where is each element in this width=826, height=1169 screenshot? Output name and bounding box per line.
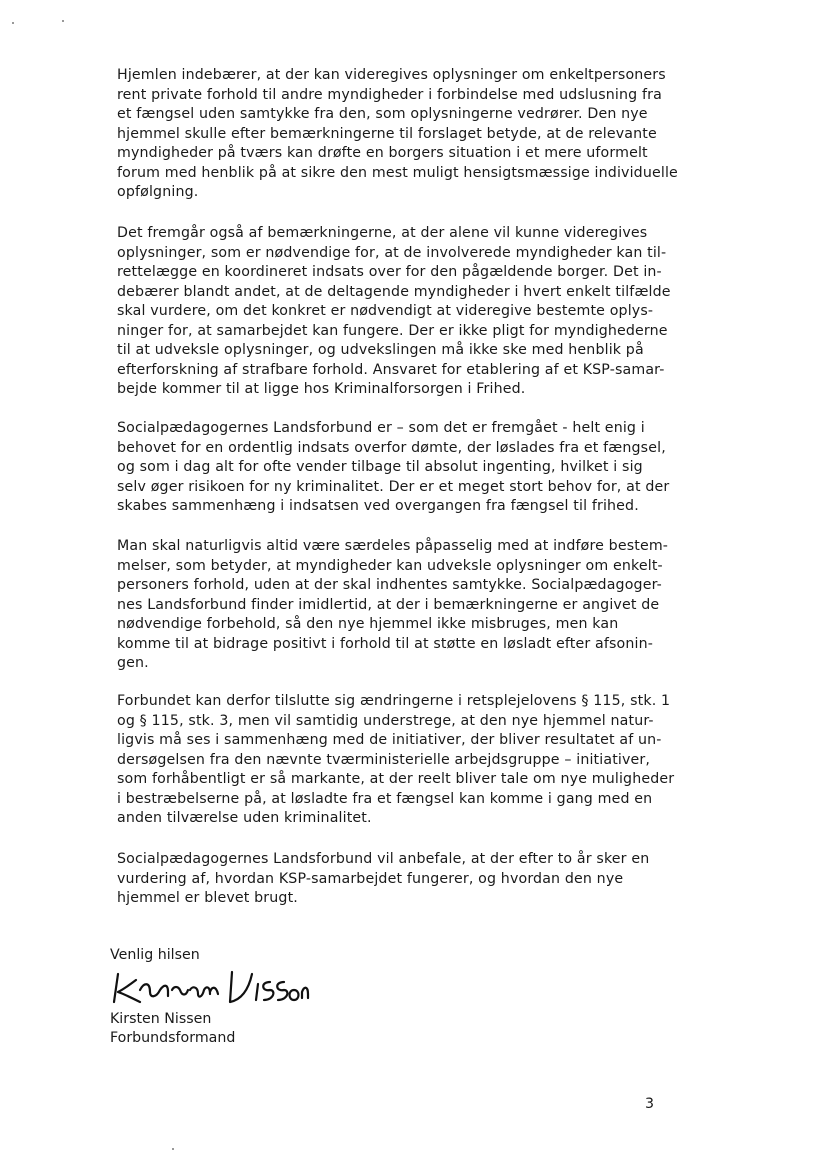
text-line: anden tilværelse uden kriminalitet. bbox=[117, 810, 372, 826]
handwritten-signature bbox=[110, 968, 310, 1008]
text-line: og som i dag alt for ofte vender tilbage til absolut ingenting, hvilket i sig bbox=[117, 459, 643, 475]
text-line: ninger for, at samarbejdet kan fungere. Der er ikke pligt for myndighederne bbox=[117, 322, 668, 339]
text-line: som forhåbentligt er så markante, at der reelt bliver tale om nye muligheder bbox=[117, 771, 675, 787]
text-line: efterforskning af strafbare forhold. Ansvaret for etablering af et KSP-samar- bbox=[117, 361, 665, 378]
page-number: 3 bbox=[645, 1096, 655, 1112]
text-line: vurdering af, hvordan KSP-samarbejdet fungerer, og hvordan den nye bbox=[117, 870, 624, 887]
text-line: Socialpædagogernes Landsforbund vil anbefale, at der efter to år sker en bbox=[117, 851, 650, 867]
text-line: Hjemlen indebærer, at der kan videregives oplysninger om enkeltpersoners bbox=[117, 67, 666, 83]
text-line: skal vurdere, om det konkret er nødvendigt at videregive bestemte oplys- bbox=[117, 303, 654, 319]
text-line: i bestræbelserne på, at løsladte fra et fængsel kan komme i gang med en bbox=[117, 790, 653, 807]
paragraph-4 bbox=[117, 537, 677, 674]
signatory-name: Kirsten Nissen bbox=[110, 1011, 212, 1027]
text-line: personers forhold, uden at der skal indhentes samtykke. Socialpædagoger- bbox=[117, 577, 662, 593]
text-line: bejde kommer til at ligge hos Kriminalforsorgen i Frihed. bbox=[117, 381, 526, 397]
scan-speck bbox=[12, 22, 14, 24]
text-line: gen. bbox=[117, 655, 149, 671]
scan-speck bbox=[62, 20, 64, 22]
text-line: hjemmel er blevet brugt. bbox=[117, 890, 298, 906]
text-line: Forbundet kan derfor tilslutte sig ændringerne i retsplejelovens § 115, stk. 1 bbox=[117, 693, 671, 709]
text-line: skabes sammenhæng i indsatsen ved overgangen fra fængsel til frihed. bbox=[117, 498, 639, 514]
text-line: Det fremgår også af bemærkningerne, at der alene vil kunne videregives bbox=[117, 225, 648, 241]
text-line: Socialpædagogernes Landsforbund er – som det er fremgået - helt enig i bbox=[117, 420, 645, 436]
text-line: selv øger risikoen for ny kriminalitet. Der er et meget stort behov for, at der bbox=[117, 478, 670, 495]
text-line: melser, som betyder, at myndigheder kan udveksle oplysninger om enkelt- bbox=[117, 557, 663, 574]
text-line: til at udveksle oplysninger, og udvekslingen må ikke ske med henblik på bbox=[117, 342, 644, 358]
paragraph-3 bbox=[117, 419, 677, 517]
text-line: behovet for en ordentlig indsats overfor dømte, der løslades fra et fængsel, bbox=[117, 439, 666, 456]
greeting: Venlig hilsen bbox=[110, 947, 200, 963]
text-line: Man skal naturligvis altid være særdeles påpasselig med at indføre bestem- bbox=[117, 538, 669, 554]
paragraph-6 bbox=[117, 850, 677, 909]
text-line: nødvendige forbehold, så den nye hjemmel ikke misbruges, men kan bbox=[117, 616, 619, 632]
text-line: myndigheder på tværs kan drøfte en borgers situation i et mere uformelt bbox=[117, 145, 648, 161]
text-line: et fængsel uden samtykke fra den, som oplysningerne vedrører. Den nye bbox=[117, 106, 648, 122]
text-line: opfølgning. bbox=[117, 184, 199, 200]
paragraph-5 bbox=[117, 692, 677, 829]
text-line: komme til at bidrage positivt i forhold til at støtte en løsladt efter afsonin- bbox=[117, 635, 653, 652]
text-line: forum med henblik på at sikre den mest muligt hensigtsmæssige individuelle bbox=[117, 164, 678, 181]
text-line: debærer blandt andet, at de deltagende myndigheder i hvert enkelt tilfælde bbox=[117, 283, 671, 300]
text-line: rettelægge en koordineret indsats over for den pågældende borger. Det in- bbox=[117, 264, 662, 280]
text-line: rent private forhold til andre myndigheder i forbindelse med udslusning fra bbox=[117, 86, 662, 103]
paragraph-2 bbox=[117, 224, 677, 400]
text-line: oplysninger, som er nødvendige for, at de involverede myndigheder kan til- bbox=[117, 244, 667, 261]
paragraph-1 bbox=[117, 66, 677, 203]
text-line: og § 115, stk. 3, men vil samtidig understrege, at den nye hjemmel natur- bbox=[117, 712, 654, 729]
text-line: ligvis må ses i sammenhæng med de initiativer, der bliver resultatet af un- bbox=[117, 732, 662, 748]
text-line: nes Landsforbund finder imidlertid, at der i bemærkningerne er angivet de bbox=[117, 596, 660, 613]
text-line: hjemmel skulle efter bemærkningerne til forslaget betyde, at de relevante bbox=[117, 125, 657, 142]
text-line: dersøgelsen fra den nævnte tværministerielle arbejdsgruppe – initiativer, bbox=[117, 751, 651, 768]
signatory-title: Forbundsformand bbox=[110, 1030, 236, 1046]
scan-speck bbox=[172, 1148, 174, 1150]
